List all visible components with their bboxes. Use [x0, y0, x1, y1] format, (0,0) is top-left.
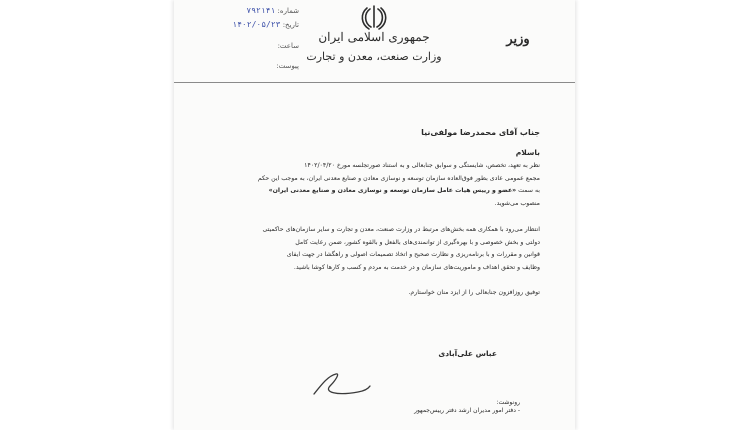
letterhead-ministry: وزارت صنعت، معدن و تجارت — [306, 50, 442, 63]
p1-line-b: مجمع عمومی عادی بطور فوق‌العاده سازمان توسعه و نوسازی معادن و صنایع معدنی ایران، به موجب این حکم — [257, 174, 540, 182]
p1-line-c — [210, 185, 540, 198]
date-value: ۱۴۰۲/۰۵/۲۳ — [232, 20, 281, 29]
header-divider — [174, 82, 575, 83]
meta-number — [204, 6, 299, 15]
letterhead-country: جمهوری اسلامی ایران — [318, 30, 430, 44]
p1-line-c-pre: به سمت — [518, 187, 540, 194]
meta-time — [204, 42, 299, 50]
meta-date — [204, 20, 299, 29]
addressee: جناب آقای محمدرضا مولفی‌نیا — [421, 128, 540, 137]
p1-line-d: منصوب می‌شوید. — [494, 199, 540, 207]
p1-appointment-title: «عضو و رییس هیات عامل سازمان توسعه و نوسازی معادن و صنایع معدنی ایران» — [268, 187, 517, 194]
meta-attachment — [204, 62, 299, 70]
p2-line-d: وظایف و تحقق اهداف و ماموریت‌های سازمان و در خدمت به مردم و کسب و کارها کوشا باشید. — [293, 263, 540, 271]
date-label: تاریخ: — [282, 21, 299, 29]
greeting: باسلام — [515, 148, 540, 157]
time-label: ساعت: — [277, 42, 299, 50]
number-label: شماره: — [277, 7, 299, 15]
cc-item: - دفتر امور مدیران ارشد دفتر رییس‌جمهور — [414, 407, 520, 414]
signature-icon — [306, 370, 376, 400]
p2-line-a: انتظار می‌رود با همکاری همه بخش‌های مرتبط در وزارت صنعت، معدن و تجارت و سایر سازمان‌های حاکمیتی — [262, 226, 540, 233]
p2-line-c: قوانین و مقررات و با برنامه‌ریزی و نظارت صحیح و اتخاذ تصمیمات اصولی و راهگشا در جهت ایفای — [286, 251, 540, 258]
cc-label: رونوشت: — [496, 399, 520, 406]
letter-page — [174, 0, 575, 430]
iran-emblem-icon — [359, 3, 389, 31]
number-value: ۷۹۲۱۴۱ — [246, 6, 276, 15]
letterhead-minister-title: وزیر — [506, 32, 530, 47]
signer-name: عباس علی‌آبادی — [438, 349, 497, 358]
paragraph-1 — [210, 160, 540, 210]
p1-line-a: نظر به تعهد، تخصص، شایستگی و سوابق جنابعالی و به استناد صورتجلسه مورخ ۱۴۰۲/۰۴/۲۰ — [304, 162, 540, 169]
attachment-label: پیوست: — [276, 62, 299, 70]
paragraph-2 — [210, 224, 540, 274]
paragraph-3: توفیق روزافزون جنابعالی را از ایزد منان خواستارم. — [408, 289, 540, 296]
p2-line-b: دولتی و بخش خصوصی و با بهره‌گیری از توانمندی‌های بالفعل و بالقوه کشور، ضمن رعایت کامل — [295, 238, 540, 246]
